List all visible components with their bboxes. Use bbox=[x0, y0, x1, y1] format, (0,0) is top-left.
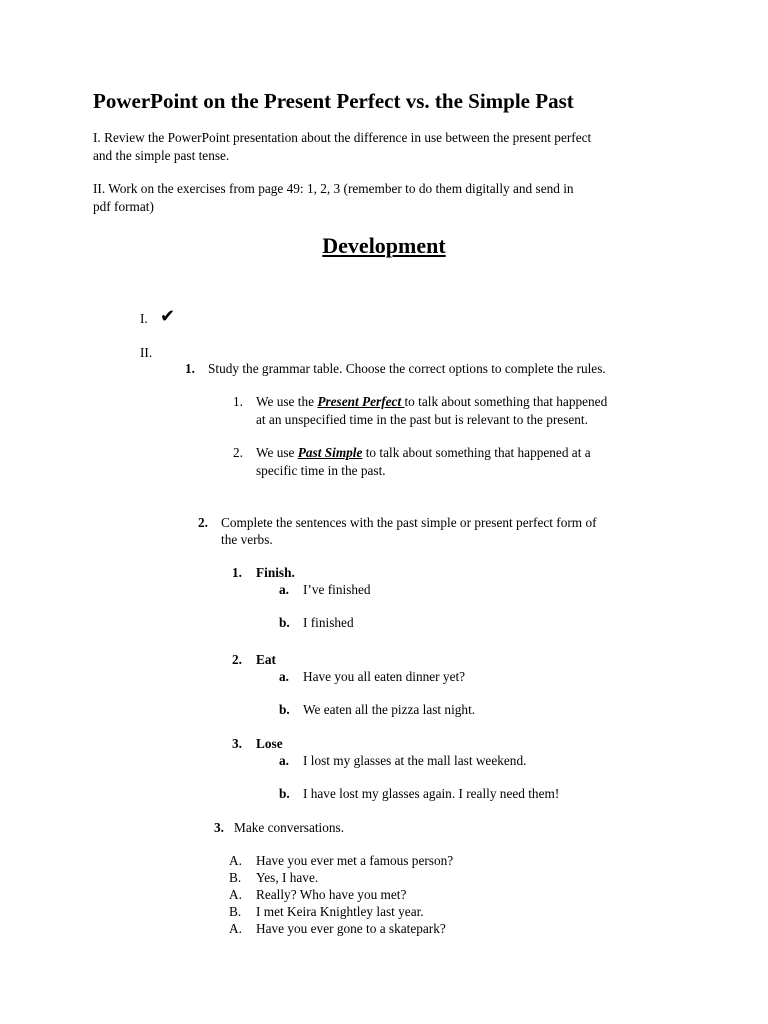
ex2-item-number: 2. bbox=[232, 652, 242, 667]
rule2-number: 2. bbox=[233, 445, 243, 460]
conversation-line: Have you ever met a famous person? bbox=[256, 853, 454, 868]
ex2-item-b-answer: I finished bbox=[303, 615, 354, 630]
ex2-item-number: 3. bbox=[232, 736, 242, 751]
ex2-item-a-answer: Have you all eaten dinner yet? bbox=[303, 669, 466, 684]
ex2-item-a-label: a. bbox=[279, 582, 289, 597]
ex2-item-number: 1. bbox=[232, 565, 242, 580]
conversation-line: Have you ever gone to a skatepark? bbox=[256, 921, 446, 936]
rule1-number: 1. bbox=[233, 394, 243, 409]
intro-i-line1: I. Review the PowerPoint presentation about the difference in use between the present perfect bbox=[93, 130, 592, 145]
conversation-speaker: A. bbox=[229, 853, 242, 868]
ex2-number: 2. bbox=[198, 515, 208, 530]
rule1-line2: at an unspecified time in the past but is relevant to the present. bbox=[256, 412, 588, 427]
conversation-line: Really? Who have you met? bbox=[256, 887, 407, 902]
checkmark-icon: ✔ bbox=[160, 306, 176, 327]
conversation-speaker: B. bbox=[229, 904, 242, 919]
conversation-speaker: B. bbox=[229, 870, 242, 885]
present-perfect-term: Present Perfect bbox=[317, 394, 405, 409]
past-simple-term: Past Simple bbox=[297, 445, 363, 460]
rule2-line2: specific time in the past. bbox=[256, 463, 386, 478]
ex2-item-b-label: b. bbox=[279, 702, 290, 717]
ex2-item-verb: Eat bbox=[256, 652, 276, 667]
rule2-line1: We use Past Simple to talk about something that happened at a bbox=[256, 445, 591, 460]
conversation-speaker: A. bbox=[229, 921, 242, 936]
ex2-item-verb: Finish. bbox=[256, 565, 295, 580]
ex2-item-a-label: a. bbox=[279, 753, 289, 768]
ex3-number: 3. bbox=[214, 820, 224, 835]
conversation-line: Yes, I have. bbox=[256, 870, 319, 885]
ex2-item-b-label: b. bbox=[279, 786, 290, 801]
ex2-item-b-answer: We eaten all the pizza last night. bbox=[303, 702, 476, 717]
conversation-speaker: A. bbox=[229, 887, 242, 902]
ex1-instruction: Study the grammar table. Choose the correct options to complete the rules. bbox=[208, 361, 606, 376]
ex2-item-a-answer: I lost my glasses at the mall last weekend. bbox=[303, 753, 527, 768]
ex3-instruction: Make conversations. bbox=[234, 820, 345, 835]
section-ii-label: II. bbox=[140, 345, 153, 360]
intro-i-line2: and the simple past tense. bbox=[93, 148, 230, 163]
ex1-number: 1. bbox=[185, 361, 195, 376]
ex2-instruction-line1: Complete the sentences with the past simple or present perfect form of bbox=[221, 515, 597, 530]
ex2-item-a-label: a. bbox=[279, 669, 289, 684]
ex2-item-b-label: b. bbox=[279, 615, 290, 630]
ex2-item-b-answer: I have lost my glasses again. I really need them! bbox=[303, 786, 560, 801]
ex2-item-verb: Lose bbox=[256, 736, 283, 751]
intro-ii-line2: pdf format) bbox=[93, 199, 154, 214]
intro-ii-line1: II. Work on the exercises from page 49: 1, 2, 3 (remember to do them digitally and send in bbox=[93, 181, 574, 196]
page-title: PowerPoint on the Present Perfect vs. the Simple Past bbox=[93, 89, 574, 113]
conversation-line: I met Keira Knightley last year. bbox=[256, 904, 424, 919]
ex2-instruction-line2: the verbs. bbox=[221, 532, 273, 547]
section-i-label: I. bbox=[140, 311, 148, 326]
section-heading: Development bbox=[322, 233, 446, 258]
rule1-line1: We use the Present Perfect to talk about something that happened bbox=[256, 394, 608, 409]
ex2-item-a-answer: I’ve finished bbox=[303, 582, 371, 597]
